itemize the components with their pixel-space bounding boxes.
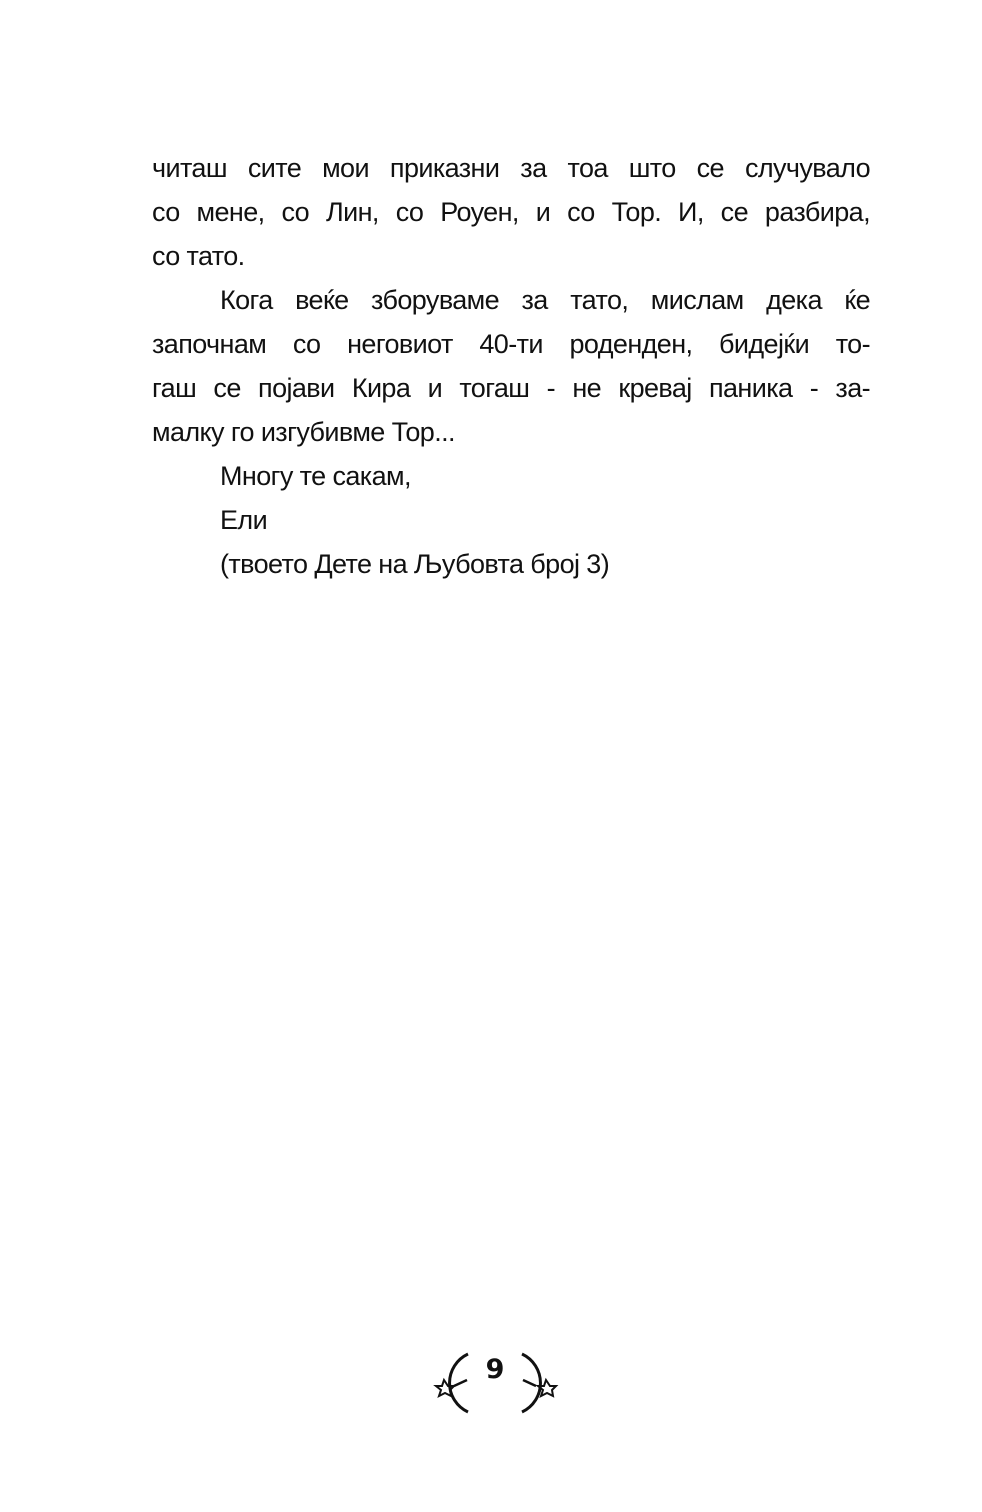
page-number: 9 — [485, 1354, 505, 1385]
text-line: гаш се појави Кира и тогаш - не кревај паника - за- — [152, 373, 870, 403]
page-number-ornament — [430, 1340, 560, 1420]
text-line: читаш сите мои приказни за тоа што се случувало — [152, 153, 870, 183]
text-line: со мене, со Лин, со Роуен, и со Тор. И, се разбира, — [152, 197, 870, 227]
text-line: Кога веќе зборуваме за тато, мислам дека ќе — [220, 285, 870, 315]
signature-note: (твоето Дете на Љубовта број 3) — [220, 549, 610, 579]
text-line: започнам со неговиот 40-ти роденден, бидејќи то- — [152, 329, 870, 359]
text-line: со тато. — [152, 241, 245, 271]
signoff-line: Многу те сакам, — [220, 461, 411, 491]
text-line: малку го изгубивме Тор... — [152, 417, 455, 447]
signature-name: Ели — [220, 505, 268, 535]
body-text — [152, 146, 870, 586]
